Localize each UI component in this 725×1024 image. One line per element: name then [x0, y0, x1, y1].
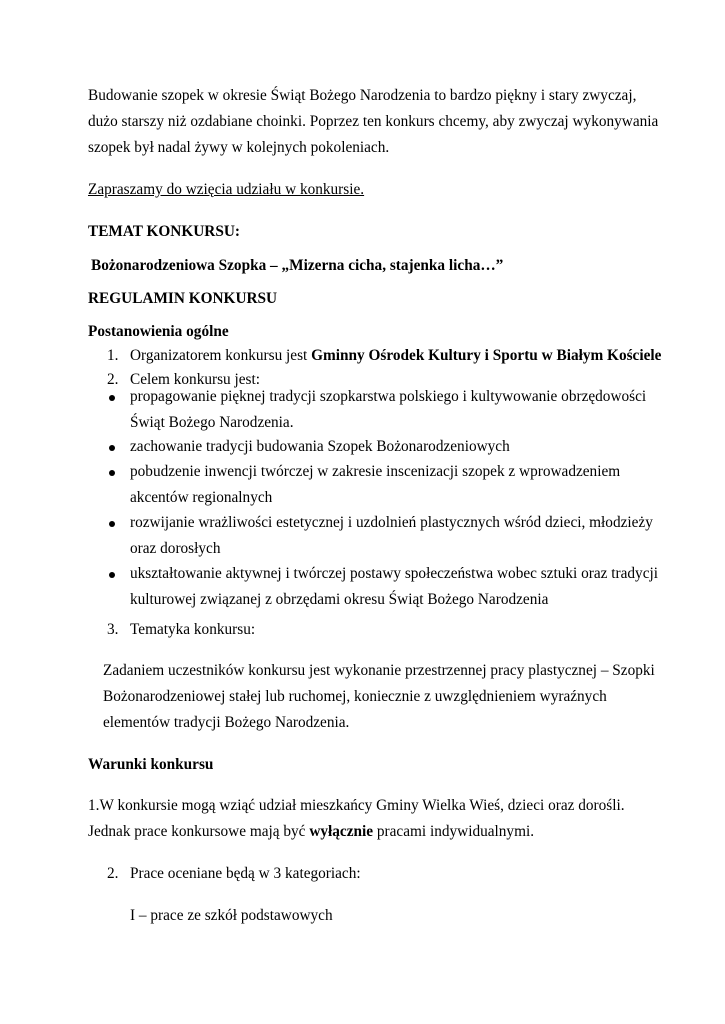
goal-intro-text: Celem konkursu jest: [130, 371, 261, 388]
list-number-1: 1. [107, 347, 119, 364]
goal-4-line-2: oraz dorosłych [130, 540, 221, 557]
rules-heading: REGULAMIN KONKURSU [88, 290, 278, 307]
goal-2-line-1: zachowanie tradycji budowania Szopek Bożonarodzeniowych [130, 438, 510, 455]
category-1-text: I – prace ze szkół podstawowych [130, 907, 333, 924]
conditions-p1-line-2 [88, 822, 534, 842]
task-line-2: Bożonarodzeniowej stałej lub ruchomej, koniecznie z uwzględnieniem wyraźnych [103, 688, 607, 705]
goal-4-line-1: rozwijanie wrażliwości estetycznej i uzdolnień plastycznych wśród dzieci, młodzieży [130, 514, 653, 531]
theme-heading: TEMAT KONKURSU: [88, 223, 240, 240]
conditions-p1-suffix: pracami indywidualnymi. [373, 823, 535, 840]
intro-line-1: Budowanie szopek w okresie Świąt Bożego Narodzenia to bardzo piękny i stary zwyczaj, [88, 87, 637, 104]
goal-3-line-2: akcentów regionalnych [130, 489, 273, 506]
organizer-line [130, 346, 661, 366]
task-line-1: Zadaniem uczestników konkursu jest wykonanie przestrzennej pracy plastycznej – Szopki [103, 662, 655, 679]
exclusively-bold: wyłącznie [309, 823, 374, 840]
bullet-icon [109, 395, 115, 401]
organizer-name: Gminny Ośrodek Kultury i Sportu w Białym Kościele [311, 347, 662, 364]
goal-3-line-1: pobudzenie inwencji twórczej w zakresie inscenizacji szopek z wprowadzeniem [130, 463, 621, 480]
bullet-icon [109, 470, 115, 476]
conditions-number-2: 2. [107, 865, 119, 882]
conditions-p1-prefix: Jednak prace konkursowe mają być [88, 823, 310, 840]
conditions-p1-line-1: 1.W konkursie mogą wziąć udział mieszkańcy Gminy Wielka Wieś, dzieci oraz dorośli. [88, 797, 625, 814]
task-line-3: elementów tradycji Bożego Narodzenia. [103, 714, 350, 731]
goal-1-line-1: propagowanie pięknej tradycji szopkarstwa polskiego i kultywowanie obrzędowości [130, 388, 647, 405]
general-provisions-heading: Postanowienia ogólne [88, 323, 229, 340]
bullet-icon [109, 445, 115, 451]
intro-line-2: dużo starszy niż ozdabiane choinki. Poprzez ten konkurs chcemy, aby zwyczaj wykonywania [88, 113, 659, 130]
bullet-icon [109, 572, 115, 578]
organizer-prefix: Organizatorem konkursu jest [130, 347, 312, 364]
theme-subject-text: Tematyka konkursu: [130, 621, 256, 638]
invitation-text: Zapraszamy do wzięcia udziału w konkursie. [88, 181, 365, 198]
list-number-3: 3. [107, 621, 119, 638]
bullet-icon [109, 521, 115, 527]
list-number-2: 2. [107, 371, 119, 388]
goal-1-line-2: Świąt Bożego Narodzenia. [130, 414, 294, 431]
goal-5-line-1: ukształtowanie aktywnej i twórczej postawy społeczeństwa wobec sztuki oraz tradycji [130, 565, 658, 582]
conditions-heading: Warunki konkursu [88, 756, 214, 773]
categories-text: Prace oceniane będą w 3 kategoriach: [130, 865, 361, 882]
goal-5-line-2: kulturowej związanej z obrzędami okresu Świąt Bożego Narodzenia [130, 591, 549, 608]
theme-title: Bożonarodzeniowa Szopka – „Mizerna cicha, stajenka licha…” [91, 257, 504, 274]
intro-line-3: szopek był nadal żywy w kolejnych pokoleniach. [88, 139, 390, 156]
